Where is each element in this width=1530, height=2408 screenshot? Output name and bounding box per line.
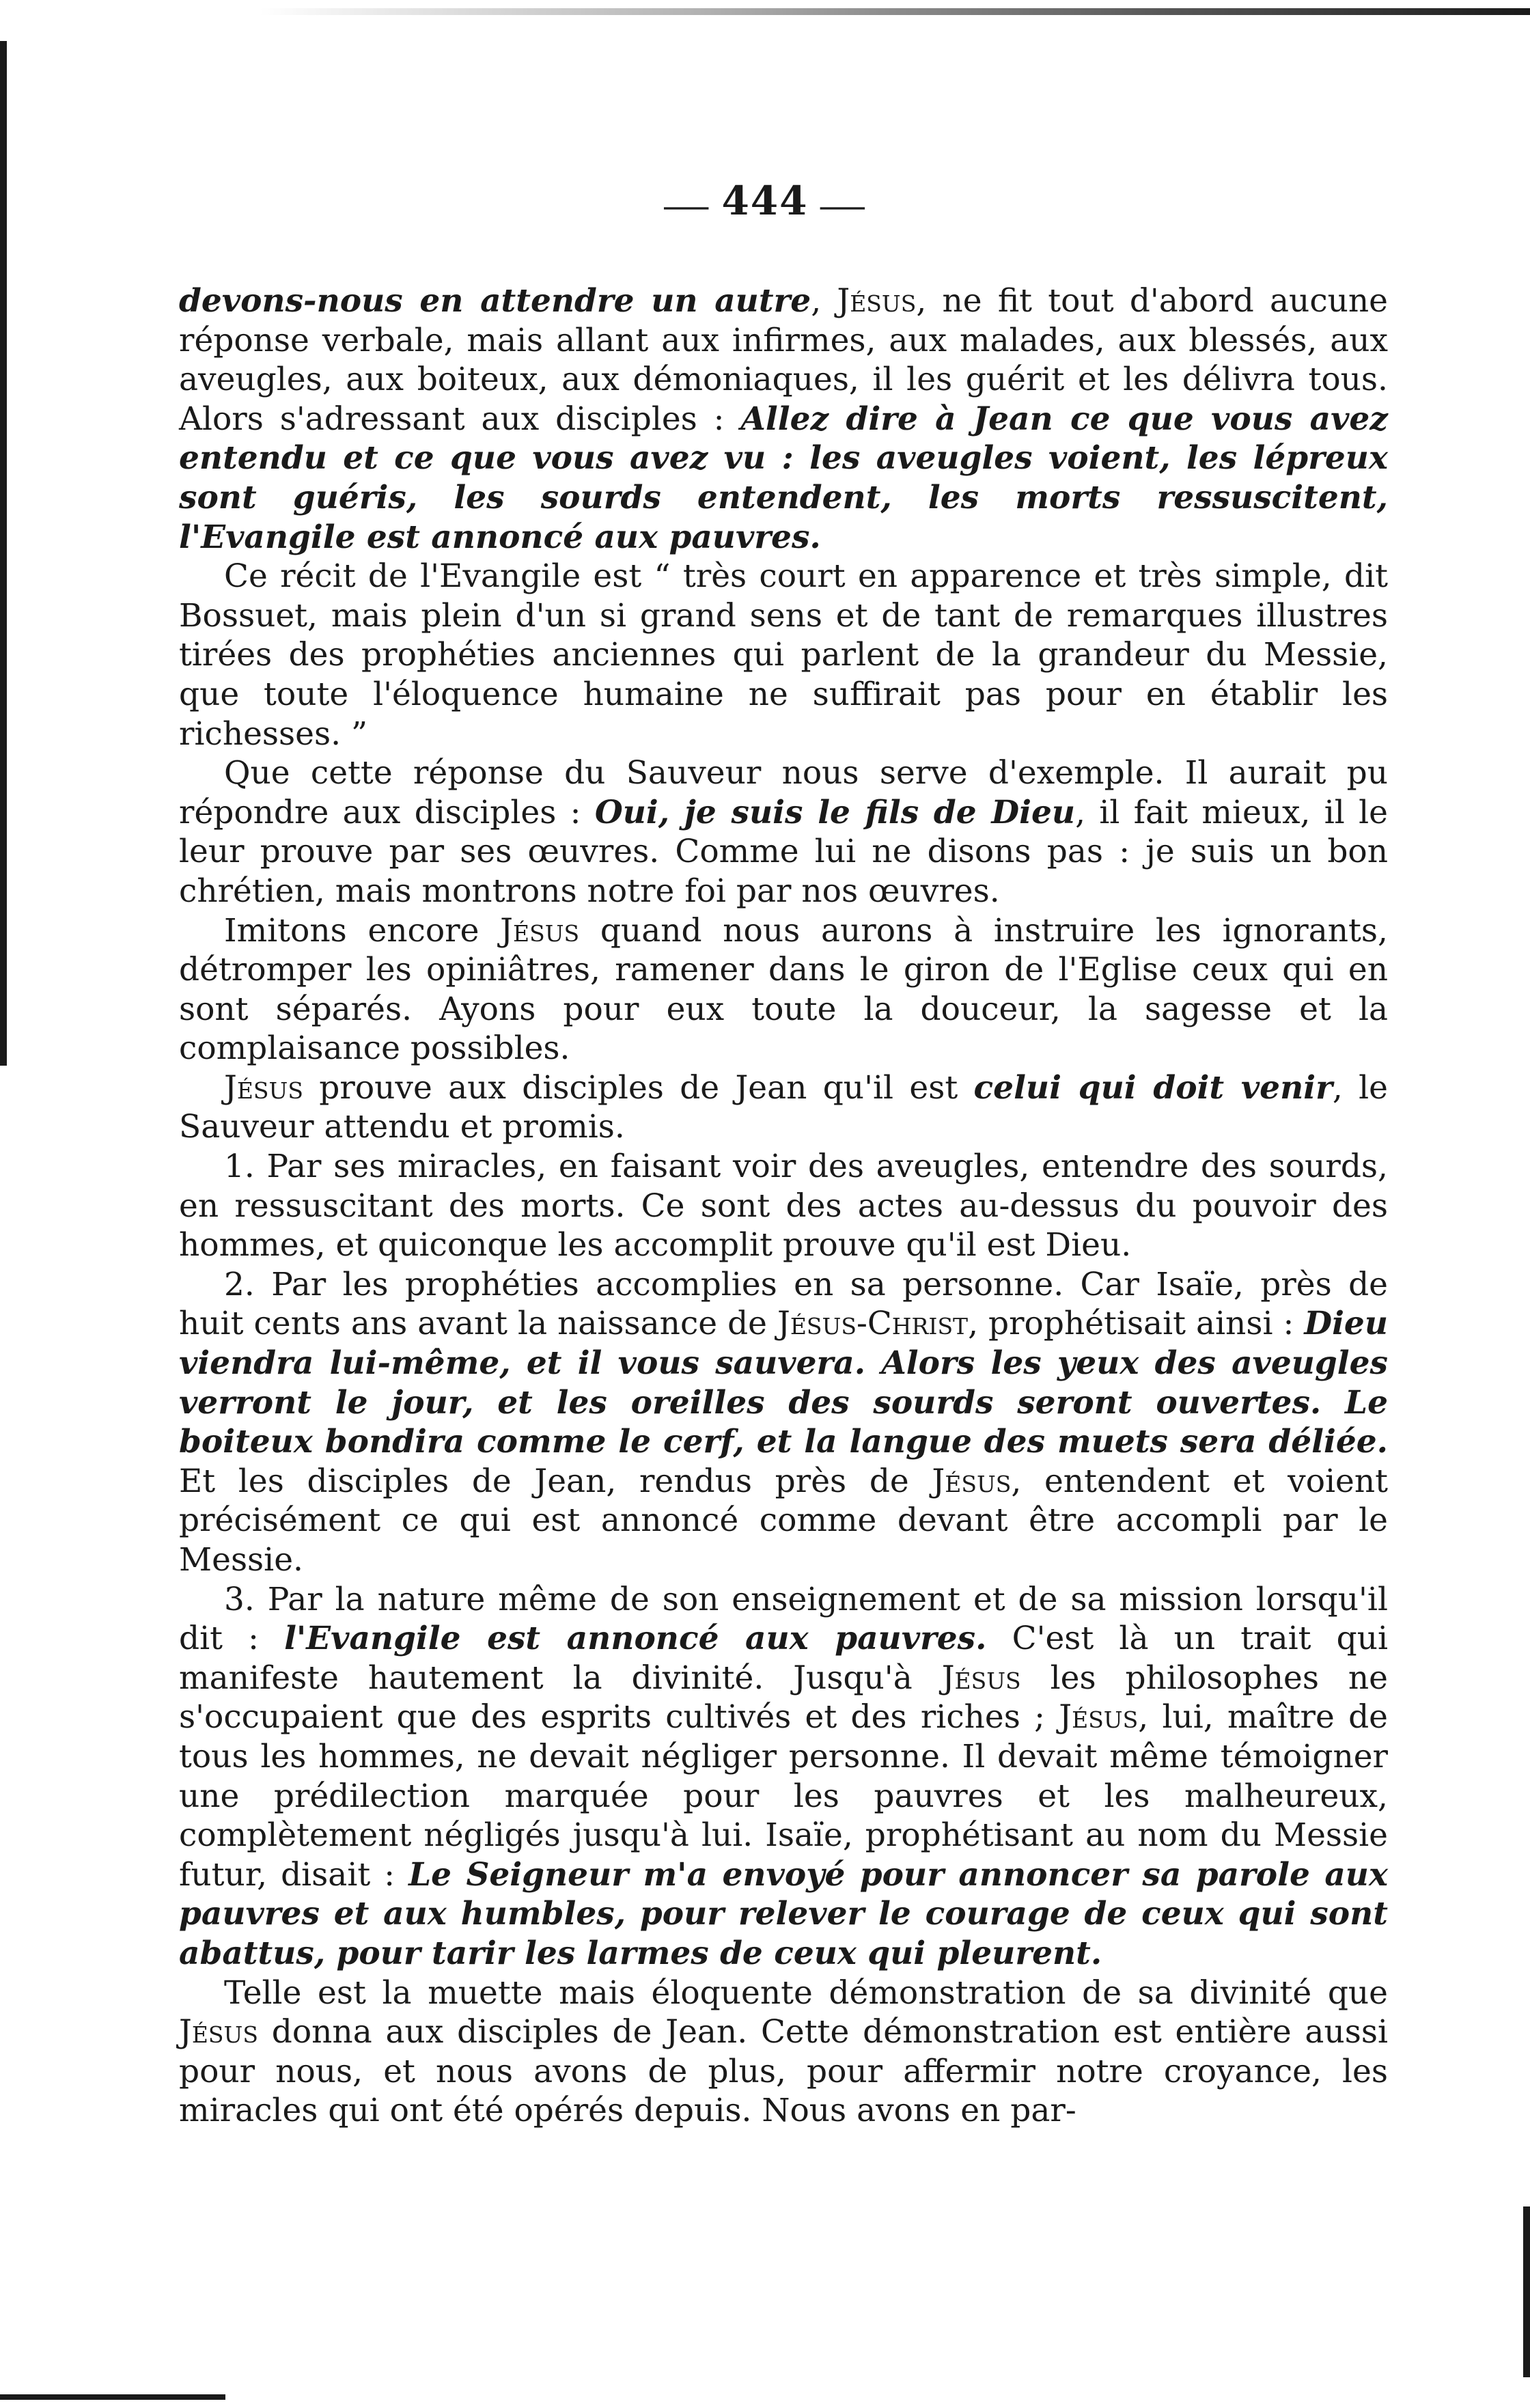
text-run: Imitons encore xyxy=(224,911,501,950)
paragraph xyxy=(179,1068,1388,1147)
text-run: , il fait mieux, il le leur prouve par ses œuvres. Comme lui ne disons pas : je suis un bon chrétien, mais montrons notre foi par nos œuvres. xyxy=(179,793,1388,910)
text-run: les philosophes ne s'occupaient que des esprits cultivés et des riches ; xyxy=(179,1659,1388,1736)
right-scan-edge xyxy=(1523,2206,1530,2377)
paragraph xyxy=(179,557,1388,753)
small-caps-run: Jésus-Christ xyxy=(777,1305,969,1343)
small-caps-run: Jésus xyxy=(837,282,917,320)
text-run: Que cette réponse du Sauveur nous serve d'exemple. Il aurait pu répondre aux disciples : xyxy=(179,754,1388,831)
paragraph xyxy=(179,1580,1388,1974)
page-number-ornament-right: ⸺ xyxy=(808,190,867,223)
body-text xyxy=(179,281,1388,2131)
paragraph xyxy=(179,1265,1388,1580)
text-run: C'est là un trait qui manifeste hautement la divinité. Jusqu'à xyxy=(179,1620,1388,1697)
paragraph xyxy=(179,1147,1388,1265)
paragraph xyxy=(179,281,1388,557)
italic-run: Oui, je suis le fils de Dieu xyxy=(594,793,1076,831)
small-caps-run: Jésus xyxy=(932,1462,1012,1500)
italic-run: Allez dire à Jean ce que vous avez entendu et ce que vous avez vu : les aveugles voient, les lépreux sont guéris, les sourds entendent, les morts ressuscitent, l'Evangile est annoncé aux pauvres. xyxy=(179,400,1388,556)
italic-run: Dieu viendra lui-même, et il vous sauvera. Alors les yeux des aveugles verront le jour, et les oreilles des sourds seront ouvertes. Le boiteux bondira comme le cerf, et la langue des muets sera déliée. xyxy=(179,1305,1388,1461)
bottom-scan-rule xyxy=(0,2394,225,2400)
small-caps-run: Jésus xyxy=(500,911,580,950)
small-caps-run: Jésus xyxy=(941,1659,1021,1697)
text-run: , prophétisait ainsi : xyxy=(968,1305,1305,1343)
small-caps-run: Jésus xyxy=(179,2013,258,2051)
text-run: , xyxy=(811,282,837,320)
text-run: quand nous aurons à instruire les ignorants, détromper les opiniâtres, ramener dans le giron de l'Eglise ceux qui en sont séparés. Ayons pour eux toute la douceur, la sagesse et la complaisance possibles. xyxy=(179,911,1388,1068)
text-run: 1. Par ses miracles, en faisant voir des aveugles, entendre des sourds, en ressuscitant des morts. Ce sont des actes au-dessus du pouvoir des hommes, et quiconque les accomplit prouve qu'il est Dieu. xyxy=(179,1148,1388,1264)
text-run: , lui, maître de tous les hommes, ne devait négliger personne. Il devait même témoigner une prédilection marquée pour les pauvres et les malheureux, complètement négligés jusqu'à lui. Isaïe, prophétisant au nom du Messie futur, disait : xyxy=(179,1698,1388,1894)
text-run: , entendent et voient précisément ce qui est annoncé comme devant être accompli par le Messie. xyxy=(179,1462,1389,1579)
page-number-value: 444 xyxy=(721,178,809,224)
text-run: , ne fit tout d'abord aucune réponse verbale, mais allant aux infirmes, aux malades, aux blessés, aux aveugles, aux boiteux, aux démoniaques, il les guérit et les délivra tous. Alors s'adressant aux disciples : xyxy=(179,282,1388,438)
text-run: Telle est la muette mais éloquente démonstration de sa divinité que xyxy=(224,1974,1388,2012)
small-caps-run: Jésus xyxy=(224,1068,303,1107)
text-run: Et les disciples de Jean, rendus près de xyxy=(179,1462,932,1500)
paragraph xyxy=(179,911,1388,1068)
small-caps-run: Jésus xyxy=(1059,1698,1139,1736)
top-scan-rule xyxy=(260,8,1530,15)
text-run: 2. Par les prophéties accomplies en sa personne. Car Isaïe, près de huit cents ans avant la naissance de xyxy=(179,1265,1388,1343)
text-run: prouve aux disciples de Jean qu'il est xyxy=(303,1068,974,1107)
paragraph xyxy=(179,753,1388,911)
page-number xyxy=(0,178,1530,224)
page-number-ornament-left: ⸺ xyxy=(663,190,722,223)
italic-run: devons-nous en attendre un autre xyxy=(179,282,811,320)
text-run: 3. Par la nature même de son enseignement et de sa mission lorsqu'il dit : xyxy=(179,1580,1388,1658)
text-run: , le Sauveur attendu et promis. xyxy=(179,1068,1388,1146)
italic-run: celui qui doit venir xyxy=(973,1068,1333,1107)
italic-run: Le Seigneur m'a envoyé pour annoncer sa parole aux pauvres et aux humbles, pour relever le courage de ceux qui sont abattus, pour tarir les larmes de ceux qui pleurent. xyxy=(179,1855,1388,1972)
text-run: donna aux disciples de Jean. Cette démonstration est entière aussi pour nous, et nous avons de plus, pour affermir notre croyance, les miracles qui ont été opérés depuis. Nous avons en par- xyxy=(179,2013,1388,2130)
paragraph xyxy=(179,1974,1388,2131)
italic-run: l'Evangile est annoncé aux pauvres. xyxy=(284,1620,987,1658)
text-run: Ce récit de l'Evangile est “ très court en apparence et très simple, dit Bossuet, mais plein d'un si grand sens et de tant de remarques illustres tirées des prophéties anciennes qui parlent de la grandeur du Messie, que toute l'éloquence humaine ne suffirait pas pour en établir les richesses. ” xyxy=(179,557,1388,753)
